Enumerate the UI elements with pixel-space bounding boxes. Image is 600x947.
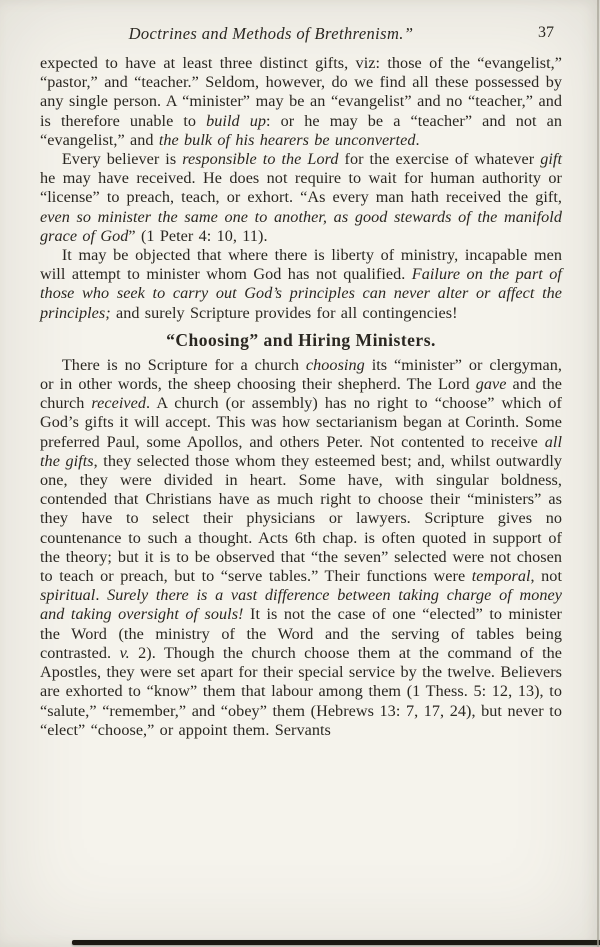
text-run: all the gifts [40, 432, 562, 470]
text-run: and the church [40, 375, 563, 413]
paragraph [40, 150, 562, 246]
paragraph [40, 54, 562, 150]
text-run: build up [206, 111, 267, 130]
text-run: It may be objected that where there is liberty of ministry, incapable men will attempt to minister whom God has not qualified. [40, 246, 562, 284]
text-run: and surely Scripture provides for all contingencies! [110, 303, 458, 322]
text-run: . [415, 130, 420, 149]
text-run: There is no Scripture for a church [61, 355, 306, 374]
text-run: spiritual [40, 586, 96, 605]
text-run: even so minister the same one to another, as good stewards of the manifold grace of God [40, 207, 562, 245]
running-title: Doctrines and Methods of Brethrenism.” [128, 24, 414, 43]
text-run: expected to have at least three distinct gifts, viz: those of the “evangelist,” “pastor,” and “teacher.” Seldom, however, do we find all these possessed by any single person. A “minister” may be an “evangelist” and no “teacher,” and is therefore unable to [40, 54, 562, 130]
text-run: responsible to the Lord [182, 150, 339, 169]
text-run: , they selected those whom they esteemed best; and, whilst outwardly one, they were divided in heart. Some have, with singular boldness, contended that Christians have as much right to choose their “ministers” as they have to select their physicians or lawyers. Scripture gives no countenance to such a thought. Acts 6th chap. is often quoted in support of the theory; but it is to be observed that “the seven” selected were not chosen to teach or preach, but to “serve tables.” Their functions were [40, 451, 563, 586]
scan-edge-right [597, 0, 599, 947]
text-run: its “minister” or clergyman, or in other words, the sheep choosing their shepherd. The Lord [40, 355, 562, 394]
text-run: Every believer is [61, 150, 183, 169]
text-run: choosing [305, 355, 365, 374]
section-heading [40, 330, 562, 350]
page-number: 37 [538, 24, 554, 41]
text-run: ” (1 Peter 4: 10, 11). [128, 226, 268, 245]
text-run: . A church (or assembly) has no right to “choose” which of God’s gifts it will accept. This was how sectarianism began at Corinth. Some preferred Paul, some Apollos, and others Peter. Not contented to receive [40, 394, 562, 451]
paragraph [40, 356, 562, 740]
page-content [40, 54, 562, 740]
text-run: Surely there is a vast difference between taking charge of money and taking oversight of souls! [40, 586, 562, 624]
text-run: . [95, 586, 108, 605]
text-run: received [91, 394, 147, 413]
text-run: gave [475, 375, 507, 394]
text-run: : or he may be a “teacher” and not an “evangelist,” and [40, 111, 562, 149]
text-run: the bulk of his hearers be unconverted [158, 130, 416, 149]
paragraph [40, 246, 562, 323]
text-run: temporal [471, 567, 531, 586]
text-run: Failure on the part of those who seek to carry out God’s principles can never alter or affect the principles; [40, 265, 562, 322]
text-run: for the exercise of whatever [338, 150, 541, 169]
text-run: It is not the case of one “elected” to minister the Word (the ministry of the Word and the serving of tables being contrasted. [40, 605, 562, 662]
scan-edge-bottom [72, 940, 600, 945]
text-run: 2). Though the church choose them at the command of the Apostles, they were set apart for their special service by the twelve. Believers are exhorted to “know” them that labour among them (1 Thess. 5: 12, 13), to “salute,” “remember,” and “obey” them (Hebrews 13: 7, 17, 24), but never to “elect” “choose,” or appoint them. Servants [40, 643, 563, 739]
text-run: “Choosing” and Hiring Ministers. [166, 329, 436, 350]
text-run: , not [530, 567, 562, 586]
text-run: he may have received. He does not require to wait for human authority or “license” to preach, teach, or exhort. “As every man hath received the gift, [40, 169, 562, 207]
text-run: gift [540, 150, 563, 169]
text-run: v. [119, 643, 130, 662]
page-header [40, 24, 562, 48]
